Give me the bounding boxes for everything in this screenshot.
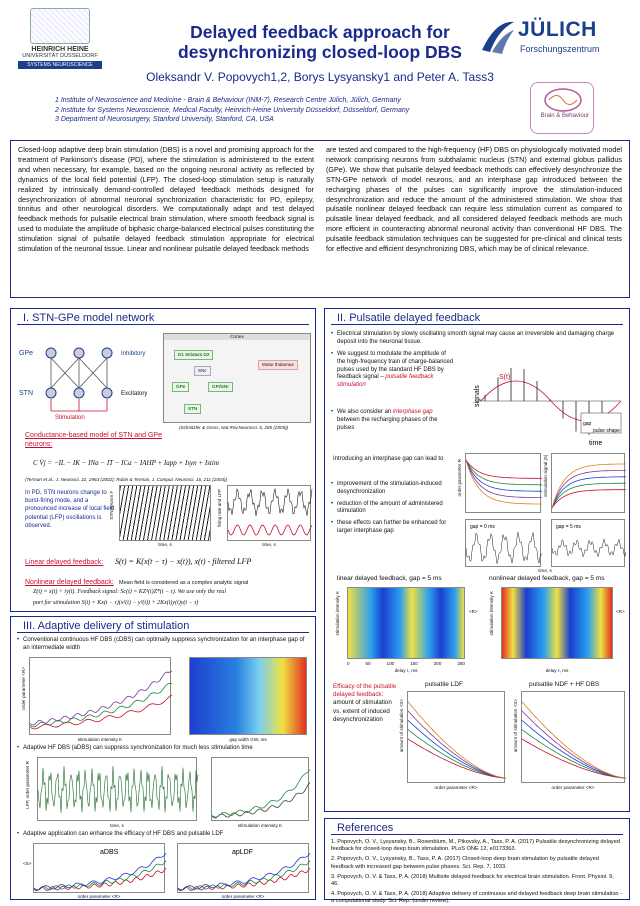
efficacy-highlight: Efficacy of the pulsatile delayed feedback: — [333, 683, 397, 699]
order-vs-time-plot — [465, 453, 541, 513]
references — [324, 818, 630, 905]
nonlin-colorbar-label: <R> — [616, 609, 625, 614]
section-pulsatile — [324, 308, 630, 812]
julich-swoosh-icon — [478, 16, 516, 56]
references-title: References — [331, 819, 623, 835]
adaptive-bullet-1 — [17, 637, 311, 653]
nonlin-y-label: stimulation intensity K — [489, 591, 494, 636]
gap-label: gap — [583, 421, 592, 427]
pulsatile-b3a: We also consider an — [337, 409, 392, 415]
pndf-y-label: amount of stimulation <S> — [513, 699, 518, 753]
pndf-x-label: order parameter <R> — [551, 785, 595, 790]
adbs-order-x-label: stimulation intensity K — [237, 823, 283, 828]
abstract-col1: Closed-loop adaptive deep brain stimulation (DBS) is a novel and promising approach for the treatment of Parkinson's disease (PD), where the stimulation is administered to the extent and when necessary, for example, based on the ongoing neuronal activity as reflected by dynamics of the local field potential (LFP). The closed-loop stimulation setup is naturally realized by intrinsically demand-controlled delayed feedback methods designed for desynchronization of abnormal neuronal synchronization characteristic for PD, epilepsy, tinnitus and other neurological disorders. We computationally adapt and test delayed feedback methods for pulsatile electrical brain stimulation, where smooth feedback signal is used to modulate the amplitude of biphasic charge-balanced electrical pulses constituting the stimulation signal of pulsatile delayed feedback stimulation appropriate for electrical stimulation of the neuronal tissue. Linear and nonlinear pulsatile delayed feedback methods — [18, 145, 314, 254]
raster-y-label: STN neuron # — [109, 491, 114, 520]
gpe-box: GPe — [172, 382, 189, 392]
ldf-label: Linear delayed feedback: — [25, 559, 104, 566]
x-tick: 100 — [386, 661, 395, 666]
julich-logo — [478, 12, 638, 62]
brain-icon — [543, 87, 583, 113]
linear-heatmap-title: linear delayed feedback, gap = 5 ms — [337, 575, 442, 582]
pulsatile-b3-highlight: interphase gap — [392, 409, 433, 415]
series-line — [522, 711, 626, 778]
cdbs-order-plot — [29, 657, 171, 735]
basal-ganglia-diagram — [163, 333, 311, 423]
pldf-title: pulsatile LDF — [425, 681, 463, 688]
ref-4: 4. Popovych, O. V. & Tass, P. A. (2018) Adaptive delivery of continuous and delayed feedback deep brain stimulation - a computational study. Sci. Rep. (under review). — [331, 891, 622, 905]
title-line1: Delayed feedback approach for — [190, 22, 450, 42]
gap-effects — [331, 481, 455, 536]
hhu-band: SYSTEMS NEUROSCIENCE — [18, 61, 102, 69]
lfp-gap5-plot — [551, 519, 625, 567]
series-line — [522, 730, 626, 778]
gpi-box: GPi/SNr — [208, 382, 233, 392]
signals-label: signals — [474, 385, 481, 407]
apldf-scatter — [177, 843, 309, 893]
pndf-efficacy-plot — [521, 691, 625, 783]
series-line — [408, 711, 506, 778]
time-label: time — [589, 440, 603, 447]
adaptive-bullet-3 — [17, 831, 311, 839]
section-2-title: II. Pulsatile delayed feedback — [331, 309, 623, 325]
affil-1: 1 Institute of Neuroscience and Medicine - Brain & Behaviour (INM-7), Research Centre Jülich, Jülich, Germany — [55, 97, 401, 104]
series-line — [522, 702, 626, 778]
gap-effect-2: • reduction of the amount of administered stimulation — [331, 501, 455, 517]
adbs-scatter-y: <S> — [23, 861, 32, 866]
pulsatile-bullet-2 — [331, 351, 455, 390]
pulsatile-bullet-1 — [331, 331, 625, 347]
affil-3: 3 Department of Neurosurgery, Stanford University, Stanford, CA, USA — [55, 116, 274, 123]
abstract-col2: are tested and compared to the high-frequency (HF) DBS on physiologically motivated model network comprising neurons from subthalamic nucleus (STN) and external globus pallidus (GPe). We show that pulsatile delayed feedback methods can effectively desynchronize the STN-GPe network of model neurons, and an interphase gap introduced between the recharging phases of the pulses can significantly improve the stimulation-induced desynchronization and reduce the amount of the administered stimulation. We show that pulsatile nonlinear delayed feedback can require less stimulation current as compared to pulsatile linear delayed feedback, and all considered delayed feedback methods are much more efficient in counteracting abnormal neuronal activity than conventional HF DBS. The pulsatile feedback stimulation techniques can be suggested for pre-clinical and clinical tests for effective and efficient desynchronizing DBS, which may be of clinical relevance. — [326, 145, 622, 254]
adbs-x-label: time, s — [110, 823, 124, 828]
raster-x-label: time, s — [119, 542, 211, 548]
motor-thalamus-box: Motor thalamus — [258, 360, 298, 370]
authors: Oleksandr V. Popovych1,2, Borys Lysyansky1 and Peter A. Tass3 — [146, 70, 494, 84]
apldf-title: apLDF — [232, 849, 254, 856]
adaptive-b1-text: • Conventional continuous HF DBS (cDBS) can optimally suppress synchronization for an interphase gap of an intermediate width — [17, 637, 311, 653]
stim-vs-time-plot — [551, 453, 625, 513]
pndf-title: pulsatile NDF + HF DBS — [529, 681, 600, 688]
adaptive-b2-text: • Adaptive HF DBS (aDBS) can suppress synchronization for much less stimulation time — [17, 745, 311, 753]
stimulation-label: Stimulation — [55, 415, 85, 421]
striatum-box: D1 Striatum D2 — [174, 350, 213, 360]
series-line — [408, 702, 506, 778]
pldf-x-label: order parameter <R> — [434, 785, 478, 790]
efficacy-rest: amount of stimulation vs. extent of induced desynchronization — [333, 699, 392, 723]
cite-schnitzler: (Schnitzler & Gross, Nat.Rev.Neurosci. 6, 285 (2005)) — [179, 425, 289, 430]
lfp-gap0-plot — [465, 519, 541, 567]
raster-plot — [119, 485, 211, 547]
gap0-label: gap = 0 ms — [470, 524, 495, 530]
gap5-label: gap = 5 ms — [556, 524, 581, 530]
pulsatile-b2-text: We suggest to modulate the amplitude of the high-frequency train of charge-balanced pulses used by the standard HF DBS by feedback signal – — [337, 351, 454, 381]
cortex-box: Cortex — [164, 334, 310, 340]
affiliations — [55, 96, 409, 125]
gap-effect-3: • these effects can further be enhanced for larger interphase gap — [331, 520, 455, 536]
conductance-equation: C V̇j = −IL − IK − INa − IT − ICa − IAHP + Iapp + Isyn + Istim — [33, 459, 219, 467]
x-tick: 150 — [410, 661, 418, 666]
adbs-lfp-plot — [37, 757, 197, 821]
ldf-equation: S(t) = K(x(t − τ) − x(t)), x(t) - filtered LFP — [115, 557, 252, 566]
ref-1: 1. Popovych, O. V., Lysyansky, B., Rosenblum, M., Pikovsky, A., Tass, P. A. (2017) Pulsatile desynchronizing delayed feedback for closed-loop deep brain stimulation. PLoS ONE 12, e0173363. — [331, 839, 620, 853]
julich-name: JÜLICH — [518, 18, 597, 41]
pd-text: In PD, STN neurons change to burst-firing mode, and a pronounced increase of local field potential (LFP) oscillations is observed. — [25, 490, 115, 529]
adbs-order-plot — [211, 757, 309, 821]
hhu-sub: UNIVERSITÄT DÜSSELDORF — [22, 53, 98, 59]
ovt-y: order parameter R — [457, 459, 462, 497]
stn-box: STN — [184, 404, 201, 414]
pulse-signal-diagram — [461, 351, 625, 447]
section-1-title: I. STN-GPe model network — [17, 309, 309, 325]
stn-label: STN — [19, 390, 33, 397]
lin-x-label: delay τ, ms — [394, 668, 418, 673]
gpe-label: GPe — [19, 350, 34, 357]
series-line — [466, 460, 542, 485]
julich-sub: Forschungszentrum — [520, 44, 600, 54]
st-label: S(t) — [499, 374, 511, 381]
x-tick: 250 — [457, 661, 465, 666]
pulse-shape-label: pulse shape — [593, 428, 620, 434]
adbs-scatter — [33, 843, 165, 893]
hhu-name: HEINRICH HEINE — [31, 46, 89, 53]
ref-2: 2. Popovych, O. V., Lysyansky, B., Tass, P. A. (2017) Closed-loop deep brain stimulation by pulsatile delayed feedback with increased gap between pulse phases. Sci. Rep. 7, 1033. — [331, 856, 599, 870]
svt-y: stimulation signal |S| — [543, 455, 548, 497]
nldf-eq2: part for stimulation S(t) = Kx(t − τ)(x²(t) − y²(t)) + 2Kx(t)y(t)y(t − τ) — [33, 600, 199, 606]
gap-intro: Introducing an interphase gap can lead to — [333, 456, 444, 462]
section-adaptive — [10, 616, 316, 900]
lin-x-ticks — [347, 661, 465, 667]
abstract — [10, 140, 630, 298]
lfp-x-label: time, s — [262, 542, 276, 547]
cdbs-x-label: stimulation intensity K — [77, 737, 123, 742]
cdbs-y-label: order parameter <R> — [21, 667, 26, 710]
conductance-title: Conductance-based model of STN and GPe neurons: — [25, 432, 162, 448]
series-line — [522, 720, 626, 778]
cdbs-heatmap — [189, 657, 307, 735]
title-line2: desynchronizing closed-loop DBS — [178, 42, 462, 62]
x-tick: 200 — [433, 661, 442, 666]
x-tick: 50 — [365, 661, 371, 666]
lin-y-label: stimulation intensity K — [335, 591, 340, 636]
lfp-plot — [227, 485, 311, 541]
network-diagram — [17, 335, 157, 425]
nldf-label: Nonlinear delayed feedback: — [25, 579, 114, 586]
series-line — [408, 730, 506, 778]
nldf-text: Mean field is considered as a complex analytic signal — [119, 580, 249, 586]
series-line — [522, 739, 626, 778]
nonlin-x-label: delay τ, ms — [545, 668, 569, 673]
series-line — [408, 720, 506, 778]
adaptive-b3-text: • Adaptive application can enhance the efficacy of HF DBS and pulsatile LDF — [17, 831, 311, 839]
section-stn-gpe — [10, 308, 316, 612]
adbs-y-label: LFP, order parameter R — [25, 761, 30, 809]
nonlinear-heatmap-title: nonlinear delayed feedback, gap = 5 ms — [489, 575, 605, 582]
lfp-time-label: time, s — [538, 568, 552, 573]
cite-terman: (Terman et al., J. Neurosci. 22, 2963 (2002); Rubin & Terman, J. Comput. Neurosci. 16, 211 (2004)) — [25, 477, 228, 482]
lin-colorbar-label: <R> — [469, 609, 478, 614]
adbs-scatter-x: order parameter <R> — [77, 894, 121, 899]
pulsatile-b3b: between the recharging phases of the pulses — [337, 416, 438, 431]
adaptive-bullet-2 — [17, 745, 311, 753]
pulsatile-b2-highlight: pulsatile feedback stimulation — [337, 374, 434, 389]
inhibitory-label: Inhibitory — [121, 351, 146, 357]
series-line — [552, 483, 626, 508]
nonlinear-heatmap — [501, 587, 613, 659]
section-3-title: III. Adaptive delivery of stimulation — [17, 617, 309, 633]
affil-2: 2 Institute for Systems Neuroscience, Medical Faculty, Heinrich-Heine University Düsseldorf, Düsseldorf, Germany — [55, 106, 410, 114]
pldf-y-label: amount of stimulation <S> — [399, 699, 404, 753]
snc-box: SNc — [194, 366, 211, 376]
gap-effect-1: • improvement of the stimulation-induced desynchronization — [331, 481, 455, 497]
x-tick: 0 — [347, 661, 350, 666]
efficacy-text — [333, 683, 397, 724]
ref-3: 3. Popovych, O. V. & Tass, P. A. (2018) Multisite delayed feedback for electrical brain stimulation. Front. Physiol. 9, 46. — [331, 873, 614, 888]
series-line — [552, 490, 626, 508]
brain-behaviour-logo — [530, 82, 594, 134]
pldf-efficacy-plot — [407, 691, 505, 783]
pulsatile-b1-text: • Electrical stimulation by slowly oscillating smooth signal may cause an irreversible and damaging charge deposit into the neuronal tissue. — [331, 331, 625, 347]
heatmap-x-label: gap width GW, ms — [229, 737, 267, 742]
nldf-eq1: Z(t) = x(t) + iy(t). Feedback signal: Sc(t) = KZ²(t)Z*(t − τ). We use only the real — [33, 589, 226, 595]
brain-label: Brain & Behaviour — [540, 113, 589, 119]
linear-heatmap — [347, 587, 465, 659]
apldf-scatter-x: order parameter <R> — [221, 894, 265, 899]
series-line — [466, 460, 542, 478]
adbs-title: aDBS — [100, 849, 119, 856]
excitatory-label: Excitatory — [121, 391, 148, 397]
pulsatile-bullet-3 — [331, 409, 455, 432]
lfp-y-label: firing rate and LFP — [217, 489, 222, 527]
